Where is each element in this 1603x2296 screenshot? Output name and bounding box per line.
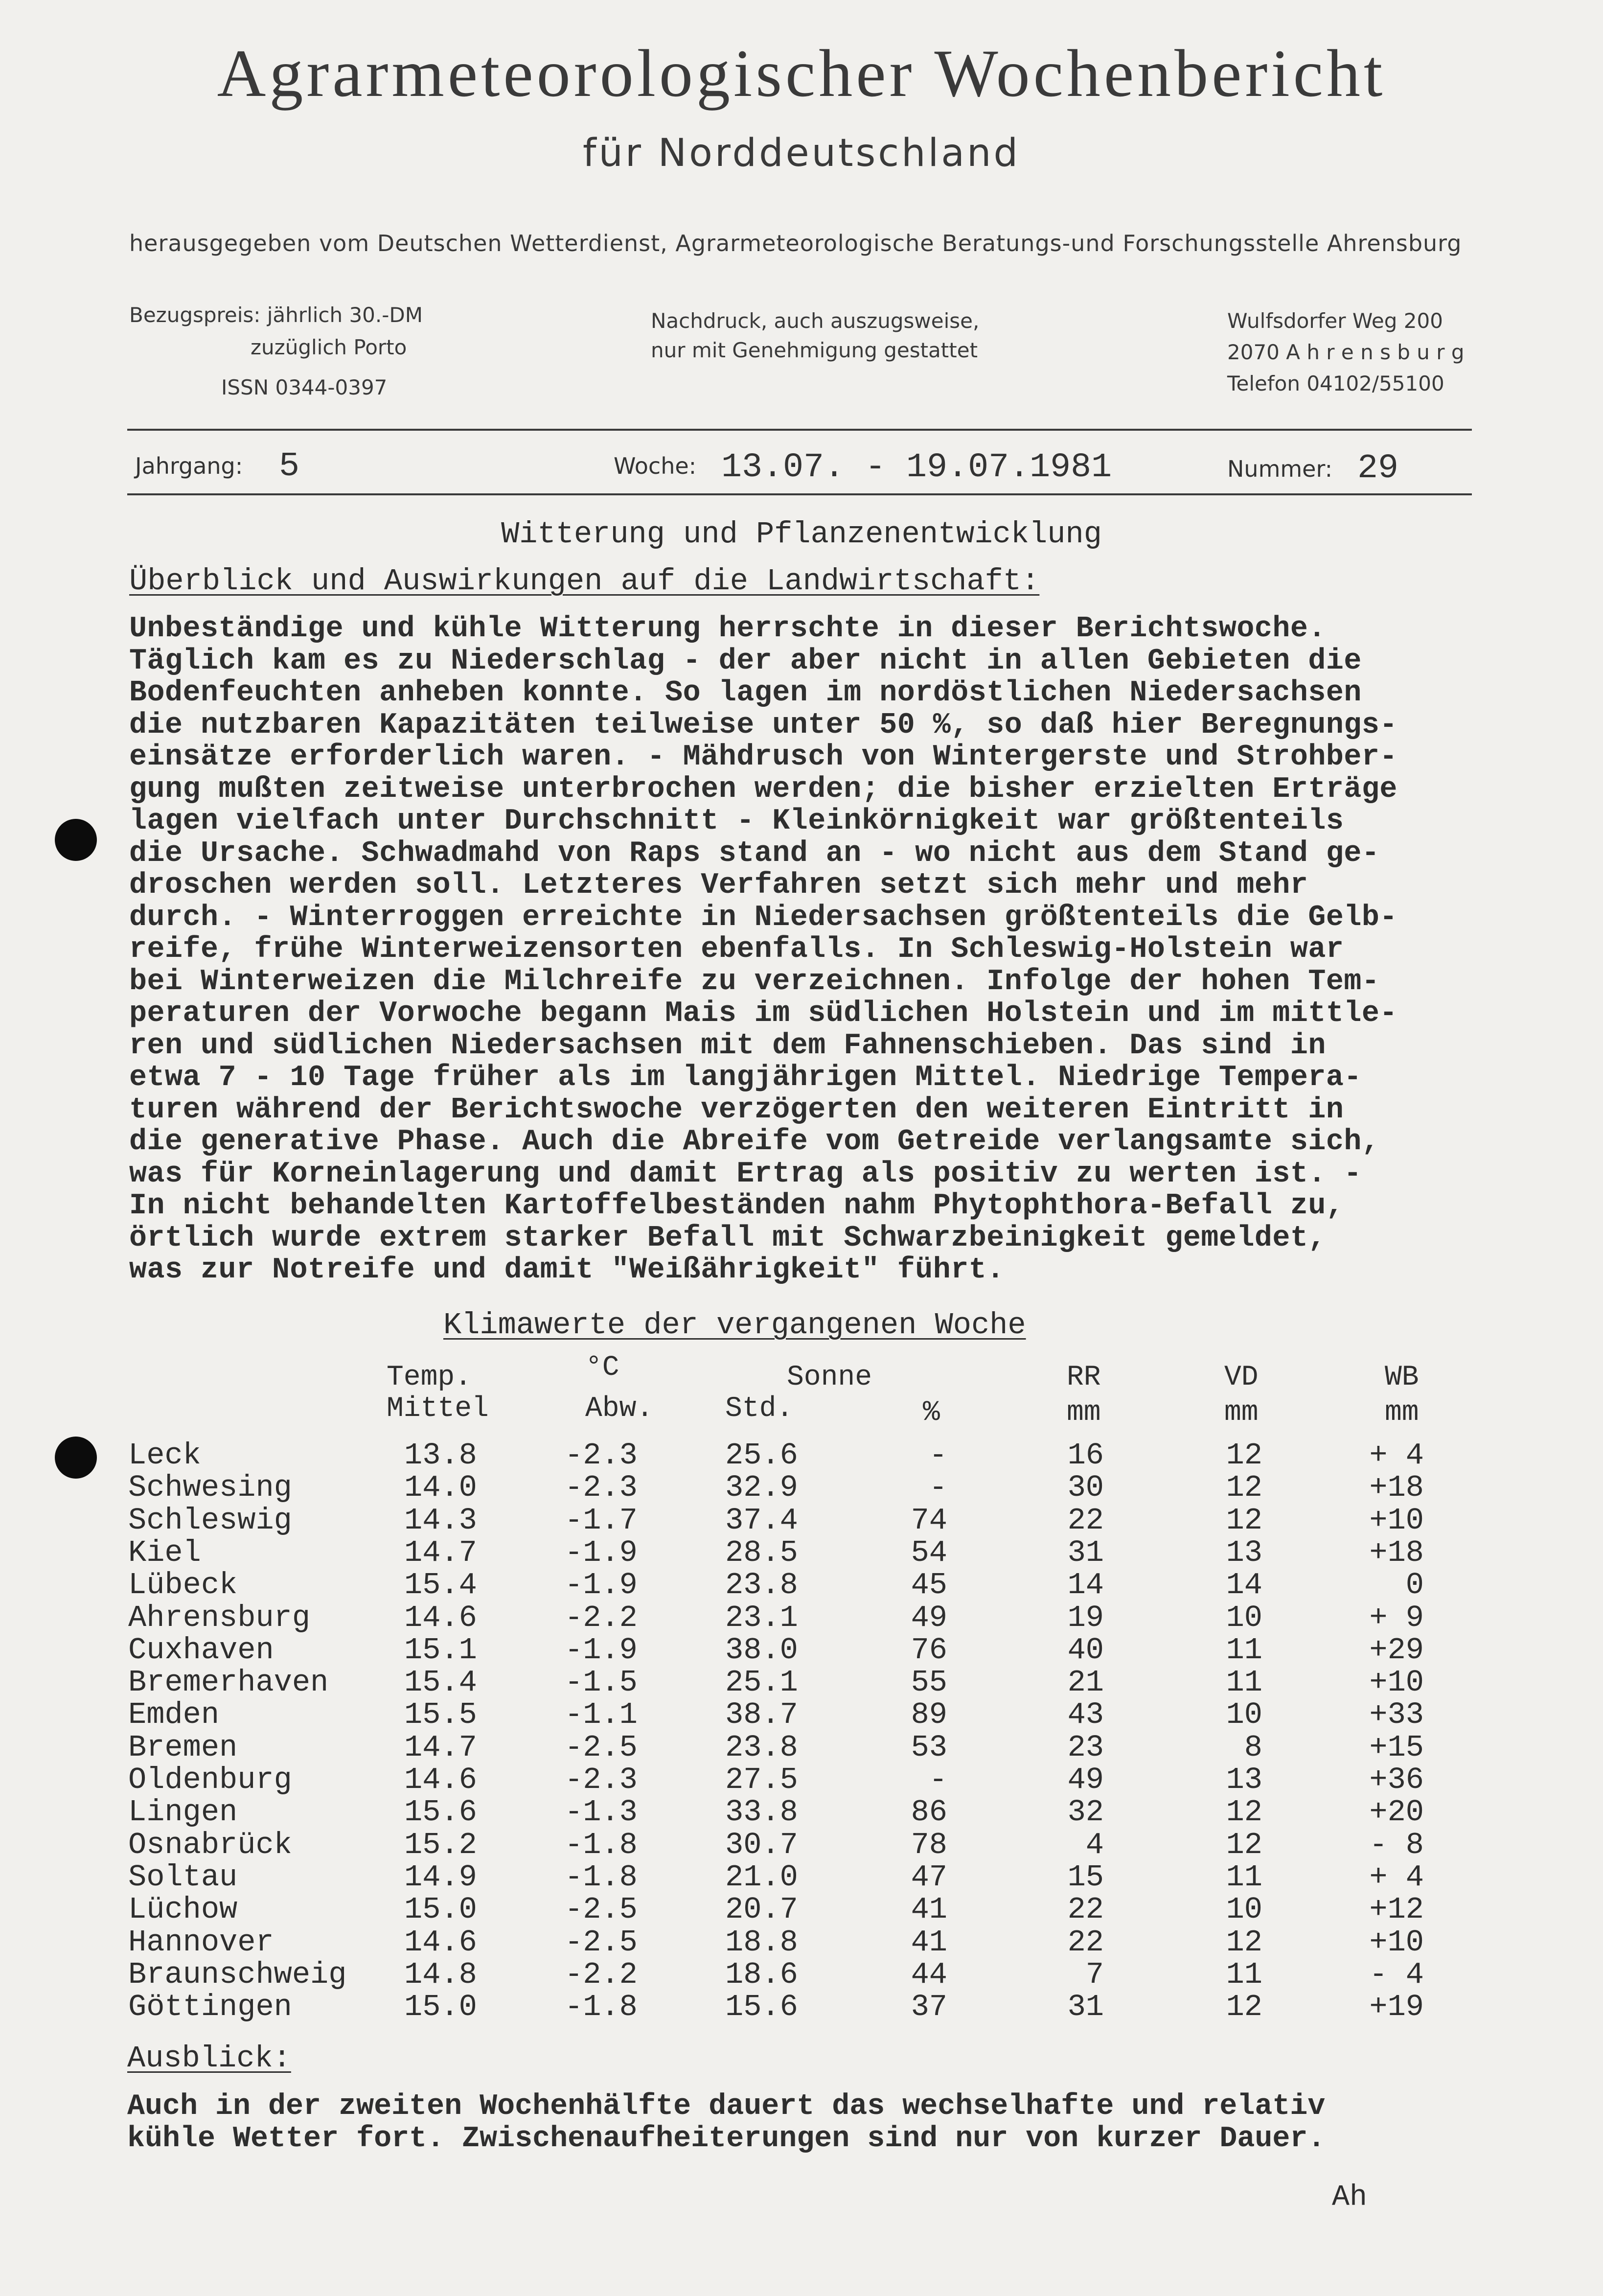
cell-rr: 16 (1067, 1438, 1104, 1473)
jahrgang-label: Jahrgang: (135, 453, 243, 479)
cell-pct: 45 (911, 1568, 947, 1603)
cell-pct: 53 (911, 1730, 947, 1765)
cell-rr: 22 (1067, 1925, 1104, 1960)
cell-rr: 14 (1067, 1568, 1104, 1603)
cell-station: Göttingen (128, 1990, 292, 2025)
overview-line: bei Winterweizen die Milchreife zu verzeichnen. Infolge der hohen Tem- (129, 965, 1380, 998)
jahrgang-value: 5 (279, 447, 300, 486)
col-head-temp: Temp. (387, 1362, 472, 1393)
cell-wb: +10 (1369, 1925, 1424, 1960)
cell-vd: 13 (1226, 1763, 1262, 1797)
cell-std: 23.1 (725, 1600, 798, 1635)
section-title: Witterung und Pflanzenentwicklung (501, 517, 1102, 552)
overview-line: In nicht behandelten Kartoffelbeständen nahm Phytophthora-Befall zu, (129, 1189, 1344, 1223)
cell-wb: +12 (1369, 1892, 1424, 1927)
cell-vd: 12 (1226, 1795, 1262, 1830)
cell-temp: 14.6 (404, 1600, 477, 1635)
cell-rr: 31 (1067, 1535, 1104, 1570)
cell-temp: 15.0 (404, 1892, 477, 1927)
cell-station: Bremen (128, 1730, 238, 1765)
cell-vd: 12 (1226, 1470, 1262, 1506)
cell-temp: 14.7 (404, 1535, 477, 1570)
table-row (0, 1764, 1603, 1796)
cell-abw: -1.9 (565, 1535, 638, 1570)
table-row (0, 1602, 1603, 1634)
cell-wb: +18 (1369, 1535, 1424, 1570)
cell-abw: -1.1 (565, 1697, 638, 1733)
cell-rr: 22 (1067, 1892, 1104, 1927)
cell-std: 33.8 (725, 1795, 798, 1830)
cell-station: Cuxhaven (128, 1632, 274, 1668)
cell-pct: 86 (911, 1795, 947, 1830)
address-line-2: 2070 A h r e n s b u r g (1227, 340, 1465, 364)
cell-rr: 21 (1067, 1665, 1104, 1700)
cell-vd: 12 (1226, 1827, 1262, 1862)
table-row (0, 1634, 1603, 1667)
cell-std: 18.8 (725, 1925, 798, 1960)
cell-wb: +10 (1369, 1503, 1424, 1538)
woche-value: 13.07. - 19.07.1981 (721, 448, 1112, 487)
price-line-2: zuzüglich Porto (251, 335, 407, 359)
cell-pct: 37 (911, 1990, 947, 2025)
cell-temp: 15.4 (404, 1568, 477, 1603)
cell-std: 38.7 (725, 1697, 798, 1733)
table-row (0, 1569, 1603, 1601)
overview-line: droschen werden soll. Letzteres Verfahren setzt sich mehr und mehr (129, 869, 1308, 902)
cell-wb: +18 (1369, 1470, 1424, 1506)
cell-abw: -1.3 (565, 1795, 638, 1830)
table-title: Klimawerte der vergangenen Woche (443, 1308, 1026, 1343)
address-line-1: Wulfsdorfer Weg 200 (1227, 309, 1443, 333)
issn: ISSN 0344-0397 (221, 375, 388, 399)
cell-pct: 89 (911, 1697, 947, 1733)
overview-line: peraturen der Vorwoche begann Mais im südlichen Holstein und im mittle- (129, 997, 1397, 1030)
overview-line: turen während der Berichtswoche verzögerten den weiteren Eintritt in (129, 1093, 1344, 1127)
cell-rr: 32 (1067, 1795, 1104, 1830)
punch-hole (55, 1437, 97, 1479)
cell-temp: 14.7 (404, 1730, 477, 1765)
cell-rr: 22 (1067, 1503, 1104, 1538)
cell-pct: - (929, 1438, 947, 1473)
cell-station: Ahrensburg (128, 1600, 311, 1635)
cell-station: Emden (128, 1697, 220, 1733)
cell-pct: 41 (911, 1892, 947, 1927)
cell-station: Kiel (128, 1535, 201, 1570)
cell-station: Leck (128, 1438, 201, 1473)
table-row (0, 1699, 1603, 1731)
cell-abw: -1.5 (565, 1665, 638, 1700)
cell-station: Lingen (128, 1795, 238, 1830)
overview-line: reife, frühe Winterweizensorten ebenfalls. In Schleswig-Holstein war (129, 933, 1344, 966)
cell-abw: -1.9 (565, 1568, 638, 1603)
cell-vd: 10 (1226, 1600, 1262, 1635)
overview-text (129, 613, 1548, 1287)
cell-temp: 15.2 (404, 1827, 477, 1862)
cell-vd: 13 (1226, 1535, 1262, 1570)
cell-temp: 14.3 (404, 1503, 477, 1538)
table-row (0, 1472, 1603, 1504)
cell-rr: 43 (1067, 1697, 1104, 1733)
cell-wb: +10 (1369, 1665, 1424, 1700)
cell-pct: - (929, 1763, 947, 1797)
woche-label: Woche: (614, 453, 697, 479)
cell-std: 23.8 (725, 1730, 798, 1765)
overview-line: was für Korneinlagerung und damit Ertrag als positiv zu werten ist. - (129, 1157, 1362, 1191)
reprint-line-2: nur mit Genehmigung gestattet (651, 338, 978, 362)
cell-std: 37.4 (725, 1503, 798, 1538)
col-head-wb-unit: mm (1385, 1397, 1419, 1429)
cell-temp: 14.6 (404, 1763, 477, 1797)
nummer-value: 29 (1357, 449, 1399, 488)
col-head-vd-unit: mm (1224, 1397, 1259, 1429)
cell-wb: +19 (1369, 1990, 1424, 2025)
overview-line: etwa 7 - 10 Tage früher als im langjährigen Mittel. Niedrige Tempera- (129, 1061, 1362, 1094)
outlook-line: Auch in der zweiten Wochenhälfte dauert das wechselhafte und relativ (127, 2090, 1326, 2123)
cell-station: Schwesing (128, 1470, 292, 1506)
col-head-std: Std. (725, 1393, 794, 1425)
cell-station: Osnabrück (128, 1827, 292, 1862)
cell-abw: -2.2 (565, 1600, 638, 1635)
cell-temp: 15.6 (404, 1795, 477, 1830)
overview-line: ren und südlichen Niedersachsen mit dem Fahnenschieben. Das sind in (129, 1029, 1326, 1063)
cell-abw: -2.5 (565, 1892, 638, 1927)
cell-std: 23.8 (725, 1568, 798, 1603)
col-head-mittel: Mittel (387, 1393, 489, 1425)
table-row (0, 1667, 1603, 1699)
cell-temp: 14.6 (404, 1925, 477, 1960)
outlook-line: kühle Wetter fort. Zwischenaufheiterungen sind nur von kurzer Dauer. (127, 2122, 1326, 2156)
cell-pct: 49 (911, 1600, 947, 1635)
cell-wb: +33 (1369, 1697, 1424, 1733)
overview-line: örtlich wurde extrem starker Befall mit Schwarzbeinigkeit gemeldet, (129, 1221, 1326, 1255)
cell-temp: 15.0 (404, 1990, 477, 2025)
cell-station: Schleswig (128, 1503, 292, 1538)
cell-pct: 47 (911, 1859, 947, 1895)
overview-line: Bodenfeuchten anheben konnte. So lagen im nordöstlichen Niedersachsen (129, 676, 1362, 710)
cell-station: Oldenburg (128, 1763, 292, 1797)
cell-vd: 12 (1226, 1503, 1262, 1538)
overview-heading: Überblick und Auswirkungen auf die Landwirtschaft: (129, 564, 1040, 599)
cell-pct: 76 (911, 1632, 947, 1668)
col-head-sonne: Sonne (787, 1362, 872, 1393)
cell-temp: 14.9 (404, 1859, 477, 1895)
address-line-3: Telefon 04102/55100 (1227, 371, 1444, 395)
punch-hole (55, 819, 97, 861)
cell-wb: - 8 (1369, 1827, 1424, 1862)
cell-std: 27.5 (725, 1763, 798, 1797)
overview-line: die nutzbaren Kapazitäten teilweise unter 50 %, so daß hier Beregnungs- (129, 708, 1397, 742)
cell-temp: 14.0 (404, 1470, 477, 1506)
col-head-vd: VD (1224, 1362, 1259, 1393)
cell-abw: -2.3 (565, 1438, 638, 1473)
cell-rr: 40 (1067, 1632, 1104, 1668)
cell-rr: 30 (1067, 1470, 1104, 1506)
cell-pct: 55 (911, 1665, 947, 1700)
cell-pct: 78 (911, 1827, 947, 1862)
cell-station: Soltau (128, 1859, 238, 1895)
col-head-rr-unit: mm (1067, 1397, 1101, 1429)
overview-line: Unbeständige und kühle Witterung herrschte in dieser Berichtswoche. (129, 612, 1326, 646)
cell-pct: 44 (911, 1957, 947, 1992)
cell-abw: -1.8 (565, 1827, 638, 1862)
cell-abw: -2.5 (565, 1925, 638, 1960)
cell-temp: 15.5 (404, 1697, 477, 1733)
cell-wb: +29 (1369, 1632, 1424, 1668)
cell-std: 30.7 (725, 1827, 798, 1862)
cell-vd: 8 (1244, 1730, 1262, 1765)
cell-station: Lüchow (128, 1892, 238, 1927)
cell-vd: 11 (1226, 1957, 1262, 1992)
cell-abw: -2.2 (565, 1957, 638, 1992)
cell-station: Hannover (128, 1925, 274, 1960)
cell-std: 20.7 (725, 1892, 798, 1927)
cell-temp: 15.4 (404, 1665, 477, 1700)
cell-station: Lübeck (128, 1568, 238, 1603)
overview-line: Täglich kam es zu Niederschlag - der aber nicht in allen Gebieten die (129, 644, 1362, 678)
cell-wb: - 4 (1369, 1957, 1424, 1992)
table-row (0, 1926, 1603, 1959)
overview-line: einsätze erforderlich waren. - Mähdrusch von Wintergerste und Strohber- (129, 741, 1397, 774)
cell-vd: 11 (1226, 1665, 1262, 1700)
cell-abw: -2.3 (565, 1763, 638, 1797)
cell-std: 28.5 (725, 1535, 798, 1570)
cell-pct: 74 (911, 1503, 947, 1538)
cell-pct: - (929, 1470, 947, 1506)
outlook-heading: Ausblick: (127, 2041, 291, 2076)
table-row (0, 1796, 1603, 1829)
cell-rr: 19 (1067, 1600, 1104, 1635)
reprint-line-1: Nachdruck, auch auszugsweise, (651, 309, 980, 333)
cell-wb: + 9 (1369, 1600, 1424, 1635)
col-head-abw: Abw. (585, 1393, 654, 1425)
table-row (0, 1894, 1603, 1926)
table-row (0, 1959, 1603, 1991)
cell-rr: 49 (1067, 1763, 1104, 1797)
cell-vd: 12 (1226, 1990, 1262, 2025)
col-head-rr: RR (1067, 1362, 1101, 1393)
cell-std: 21.0 (725, 1859, 798, 1895)
overview-line: was zur Notreife und damit "Weißährigkeit" führt. (129, 1253, 1005, 1287)
cell-wb: +20 (1369, 1795, 1424, 1830)
cell-vd: 12 (1226, 1438, 1262, 1473)
table-row (0, 1829, 1603, 1861)
table-row (0, 1439, 1603, 1472)
cell-wb: + 4 (1369, 1438, 1424, 1473)
signature-initials: Ah (1332, 2181, 1368, 2214)
table-row (0, 1861, 1603, 1894)
cell-wb: +15 (1369, 1730, 1424, 1765)
report-title: Agrarmeteorologischer Wochenbericht (217, 36, 1386, 111)
cell-rr: 23 (1067, 1730, 1104, 1765)
price-line-1: Bezugspreis: jährlich 30.-DM (129, 303, 423, 327)
publisher-line: herausgegeben vom Deutschen Wetterdienst, Agrarmeteorologische Beratungs-und Forschungsstelle Ahrensburg (129, 230, 1462, 256)
cell-abw: -2.3 (565, 1470, 638, 1506)
cell-abw: -1.8 (565, 1859, 638, 1895)
cell-abw: -1.9 (565, 1632, 638, 1668)
cell-std: 25.1 (725, 1665, 798, 1700)
overview-line: durch. - Winterroggen erreichte in Niedersachsen größtenteils die Gelb- (129, 901, 1397, 934)
overview-line: die generative Phase. Auch die Abreife vom Getreide verlangsamte sich, (129, 1125, 1380, 1159)
overview-line: lagen vielfach unter Durchschnitt - Kleinkörnigkeit war größtenteils (129, 805, 1344, 838)
cell-wb: + 4 (1369, 1859, 1424, 1895)
cell-station: Bremerhaven (128, 1665, 329, 1700)
cell-temp: 14.8 (404, 1957, 477, 1992)
col-head-pct: % (923, 1397, 940, 1429)
cell-pct: 54 (911, 1535, 947, 1570)
cell-abw: -2.5 (565, 1730, 638, 1765)
table-row (0, 1537, 1603, 1569)
cell-temp: 13.8 (404, 1438, 477, 1473)
cell-wb: 0 (1405, 1568, 1424, 1603)
cell-vd: 10 (1226, 1892, 1262, 1927)
cell-vd: 14 (1226, 1568, 1262, 1603)
cell-vd: 12 (1226, 1925, 1262, 1960)
col-head-degc: °C (585, 1352, 619, 1384)
cell-std: 25.6 (725, 1438, 798, 1473)
cell-vd: 10 (1226, 1697, 1262, 1733)
cell-abw: -1.8 (565, 1990, 638, 2025)
table-row (0, 1505, 1603, 1537)
nummer-label: Nummer: (1227, 456, 1333, 482)
cell-vd: 11 (1226, 1859, 1262, 1895)
overview-line: gung mußten zeitweise unterbrochen werden; die bisher erzielten Erträge (129, 772, 1397, 806)
cell-rr: 15 (1067, 1859, 1104, 1895)
cell-vd: 11 (1226, 1632, 1262, 1668)
cell-std: 18.6 (725, 1957, 798, 1992)
cell-std: 38.0 (725, 1632, 798, 1668)
report-subtitle: für Norddeutschland (583, 131, 1020, 175)
cell-station: Braunschweig (128, 1957, 347, 1992)
cell-temp: 15.1 (404, 1632, 477, 1668)
cell-rr: 7 (1085, 1957, 1104, 1992)
cell-std: 15.6 (725, 1990, 798, 2025)
header-rule-bottom (127, 493, 1472, 495)
table-row (0, 1732, 1603, 1764)
cell-std: 32.9 (725, 1470, 798, 1506)
header-rule-top (127, 429, 1472, 431)
cell-wb: +36 (1369, 1763, 1424, 1797)
col-head-wb: WB (1385, 1362, 1419, 1393)
cell-abw: -1.7 (565, 1503, 638, 1538)
overview-line: die Ursache. Schwadmahd von Raps stand an - wo nicht aus dem Stand ge- (129, 836, 1380, 870)
cell-pct: 41 (911, 1925, 947, 1960)
cell-rr: 31 (1067, 1990, 1104, 2025)
table-row (0, 1991, 1603, 2023)
cell-rr: 4 (1085, 1827, 1104, 1862)
